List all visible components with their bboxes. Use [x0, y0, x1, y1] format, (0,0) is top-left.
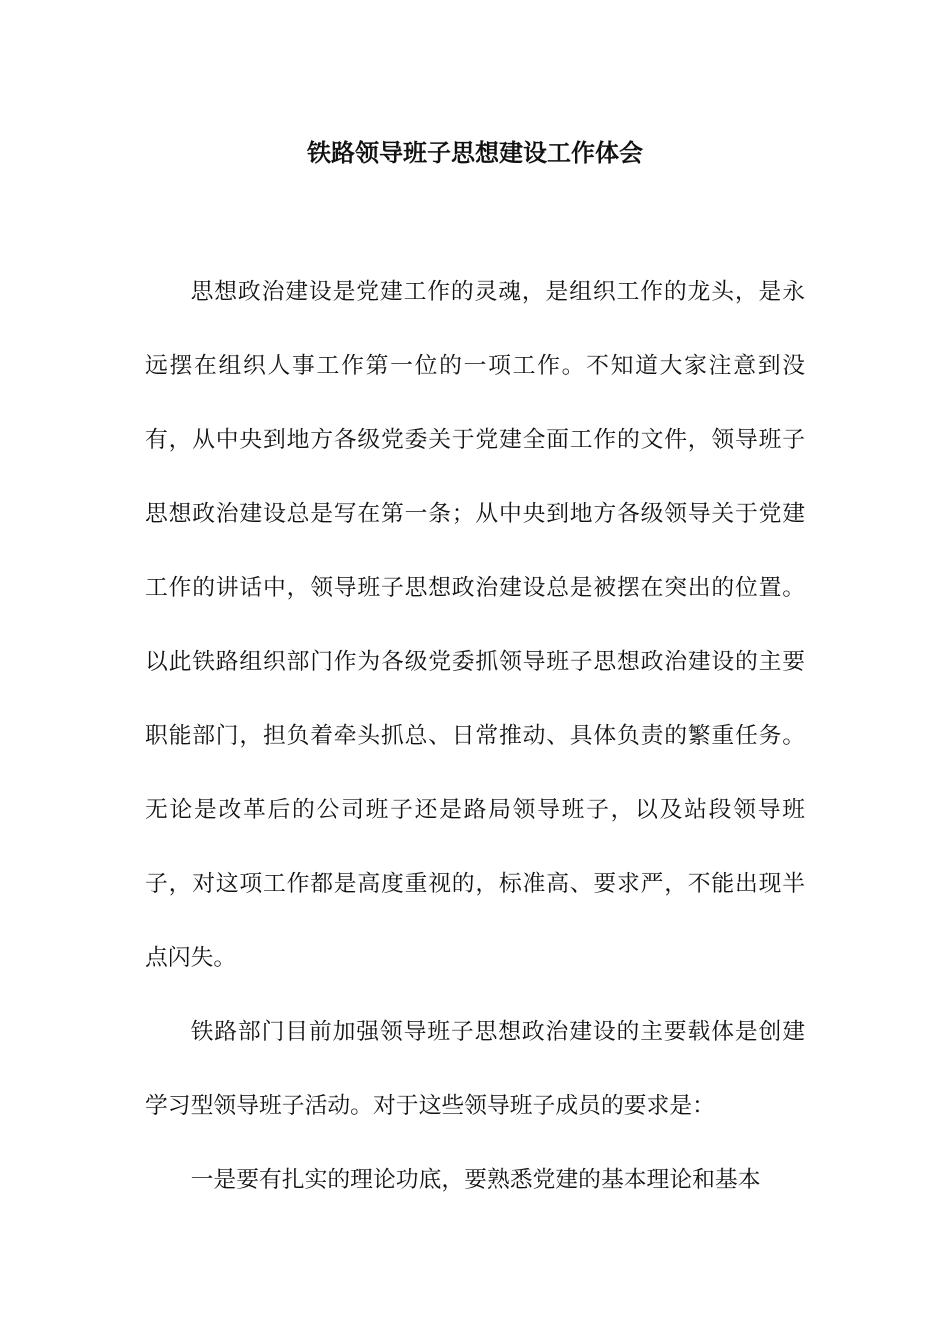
paragraph-2: 铁路部门目前加强领导班子思想政治建设的主要载体是创建学习型领导班子活动。对于这些领导班子成员的要求是： [145, 1019, 805, 1119]
paragraph-3: 一是要有扎实的理论功底，要熟悉党建的基本理论和基本 [190, 1167, 761, 1193]
paragraph-1: 思想政治建设是党建工作的灵魂，是组织工作的龙头，是永远摆在组织人事工作第一位的一项工作。不知道大家注意到没有，从中央到地方各级党委关于党建全面工作的文件，领导班子思想政治建设总是写在第一条；从中央到地方各级领导关于党建工作的讲话中，领导班子思想政治建设总是被摆在突出的位置。以此铁路组织部门作为各级党委抓领导班子思想政治建设的主要职能部门，担负着牵头抓总、日常推动、具体负责的繁重任务。无论是改革后的公司班子还是路局领导班子，以及站段领导班子，对这项工作都是高度重视的，标准高、要求严，不能出现半点闪失。 [145, 279, 805, 971]
document-body [145, 255, 805, 1217]
document-title: 铁路领导班子思想建设工作体会 [307, 138, 643, 167]
